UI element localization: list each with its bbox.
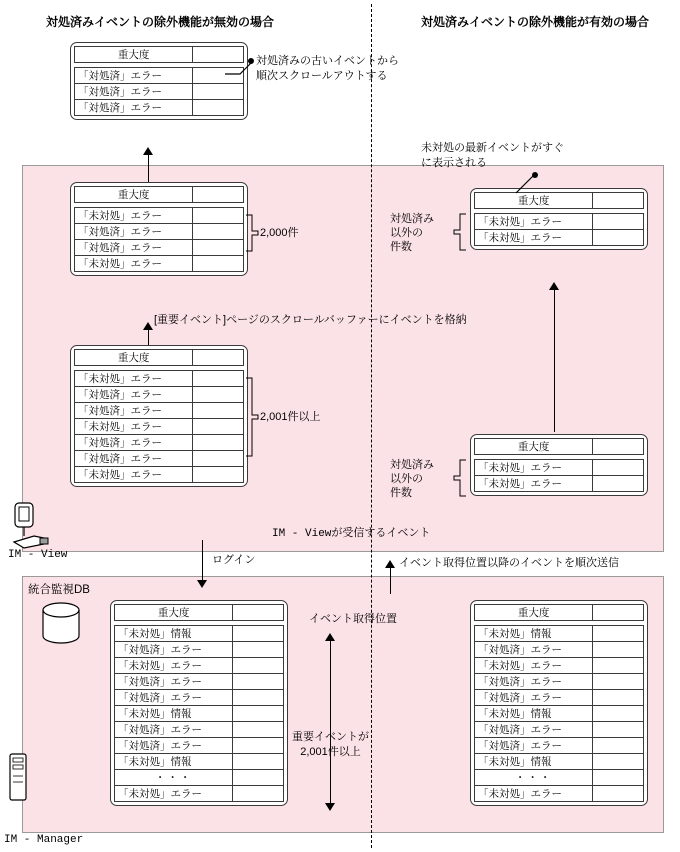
table-row: 「対処済」エラー: [115, 690, 284, 706]
card-header: 重大度: [75, 47, 193, 63]
count-2001-label: 2,001件以上: [260, 411, 321, 423]
arrow-up-range: [325, 633, 335, 641]
table-row: 「対処済」エラー: [75, 100, 244, 116]
table-row: 「未対処」エラー: [475, 476, 644, 492]
card-db-right: [470, 600, 648, 806]
table-row: 「未対処」情報: [475, 626, 644, 642]
table-row: 「対処済」エラー: [475, 642, 644, 658]
card-db-left: [110, 600, 288, 806]
card-header: 重大度: [475, 605, 593, 621]
table-row: 「対処済」エラー: [75, 84, 244, 100]
header-left: 対処済みイベントの除外機能が無効の場合: [46, 15, 275, 29]
table-row: 「対処済」エラー: [75, 68, 244, 84]
double-arrow-line: [330, 640, 331, 805]
count-2000-label: 2,000件: [260, 227, 299, 239]
table-row: 「対処済」エラー: [75, 224, 244, 240]
im-manager-icon: [6, 752, 46, 824]
table-row: 「未対処」エラー: [75, 208, 244, 224]
database-icon: [40, 600, 86, 650]
table-row: 「対処済」エラー: [475, 674, 644, 690]
label-im-view: IM - View: [8, 549, 68, 561]
header-right: 対処済みイベントの除外機能が有効の場合: [421, 15, 650, 29]
table-row: ・・・: [115, 770, 284, 786]
table-row: 「対処済」エラー: [475, 690, 644, 706]
table-row: 「未対処」エラー: [75, 419, 244, 435]
login-line: [202, 540, 203, 582]
table-row: 「未対処」情報: [475, 706, 644, 722]
table-row: 「未対処」情報: [475, 754, 644, 770]
table-row: 「未対処」エラー: [75, 256, 244, 272]
arrow-down-range: [325, 803, 335, 811]
table-row: 「対処済」エラー: [75, 240, 244, 256]
card-header: 重大度: [75, 187, 193, 203]
note-scroll-out: 対処済みの古いイベントから 順次スクロールアウトする: [256, 55, 399, 82]
note-count-right-top: 対処済み 以外の 件数: [390, 213, 434, 253]
card-header: 重大度: [475, 193, 593, 209]
table-row: 「未対処」エラー: [475, 460, 644, 476]
note-latest-shown: 未対処の最新イベントがすぐ に表示される: [421, 142, 564, 169]
arrow-down-login: [197, 580, 207, 588]
table-row: 「未対処」エラー: [475, 214, 644, 230]
table-row: 「対処済」エラー: [475, 722, 644, 738]
db-title: 統合監視DB: [28, 584, 90, 596]
send-events-line: [390, 568, 391, 594]
table-row: 「対処済」エラー: [75, 451, 244, 467]
table-row: 「未対処」エラー: [75, 371, 244, 387]
table-row: 「対処済」エラー: [75, 403, 244, 419]
table-row: 「対処済」エラー: [115, 642, 284, 658]
table-row: 「未対処」エラー: [115, 786, 284, 802]
table-row: 「対処済」エラー: [75, 435, 244, 451]
table-row: 「未対処」情報: [115, 754, 284, 770]
note-important-over: 重要イベントが 2,001件以上: [292, 731, 369, 758]
card-header: 重大度: [115, 605, 233, 621]
note-count-right-bottom: 対処済み 以外の 件数: [390, 459, 434, 499]
note-buffer-store: [重要イベント]ページのスクロールバッファーにイベントを格納: [154, 314, 467, 326]
table-row: 「対処済」エラー: [475, 738, 644, 754]
table-row: 「未対処」エラー: [475, 786, 644, 802]
arrow-line-up-right: [554, 290, 555, 432]
note-received-events: IM - Viewが受信するイベント: [272, 528, 431, 540]
arrow-up-right: [549, 282, 559, 290]
table-row: 「未対処」情報: [115, 626, 284, 642]
card-header: 重大度: [475, 439, 593, 455]
table-row: ・・・: [475, 770, 644, 786]
table-row: 「未対処」情報: [115, 706, 284, 722]
card-header: 重大度: [75, 350, 193, 366]
table-row: 「未対処」エラー: [75, 467, 244, 483]
table-row: 「未対処」エラー: [115, 658, 284, 674]
table-row: 「未対処」エラー: [475, 230, 644, 246]
table-row: 「未対処」エラー: [475, 658, 644, 674]
note-login: ログイン: [212, 554, 256, 566]
label-im-manager: IM - Manager: [4, 834, 84, 846]
table-row: 「対処済」エラー: [75, 387, 244, 403]
arrow-up-send-events: [385, 560, 395, 568]
table-row: 「対処済」エラー: [115, 722, 284, 738]
table-row: 「対処済」エラー: [115, 738, 284, 754]
note-send-events: イベント取得位置以降のイベントを順次送信: [399, 557, 619, 569]
note-acquire-position: イベント取得位置: [309, 613, 397, 625]
table-row: 「対処済」エラー: [115, 674, 284, 690]
